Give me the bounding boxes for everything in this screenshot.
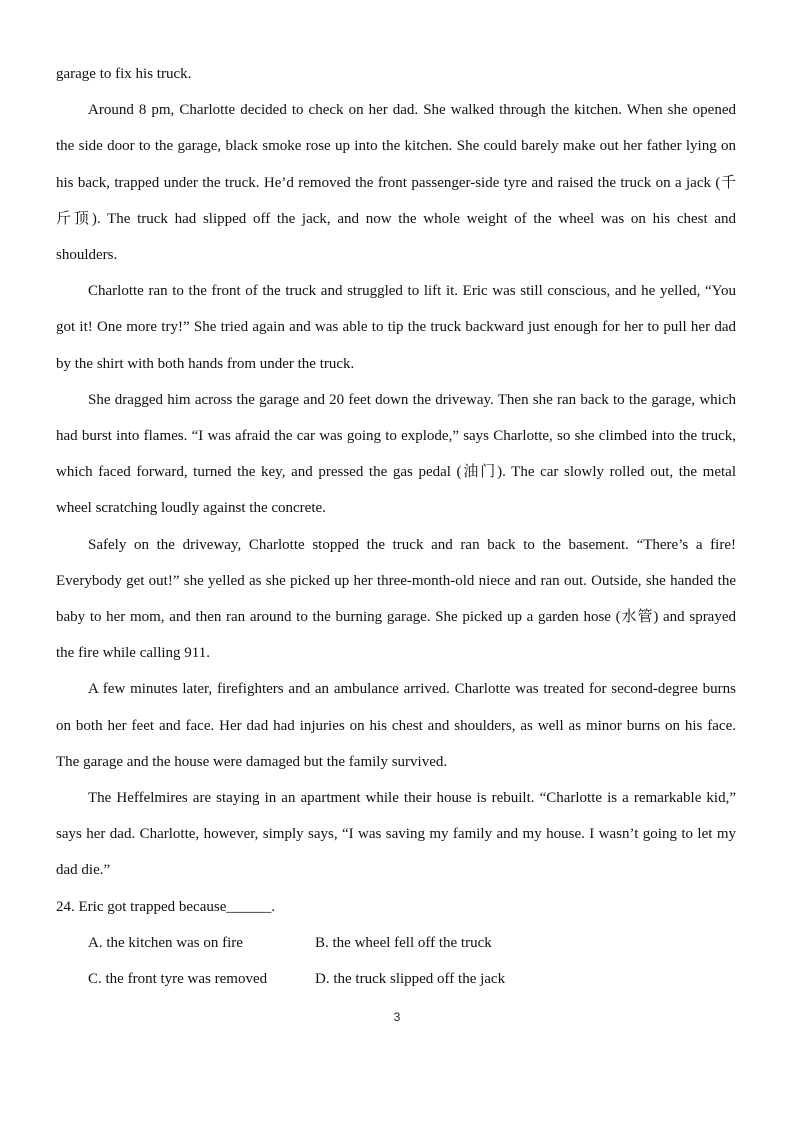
passage-paragraph-4: Safely on the driveway, Charlotte stopped the truck and ran back to the basement. “There’s a fire! Everybody get out!” she yelled as she picked up her three-month-old niece and ran out. Outside, she handed the baby to her mom, and then ran around to the burning garage. She picked up a garden hose (水管) and sprayed the fire while calling 911. [56, 536, 736, 662]
option-a: A. the kitchen was on fire [88, 934, 243, 951]
document-page [56, 56, 736, 997]
option-d: D. the truck slipped off the jack [315, 971, 506, 988]
passage-paragraph-5: A few minutes later, firefighters and an ambulance arrived. Charlotte was treated for second-degree burns on both her feet and face. Her dad had injuries on his chest and shoulders, as well as minor burns on his face. The garage and the house were damaged but the family survived. [56, 681, 736, 770]
options-row-1 [88, 925, 736, 961]
answer-options [56, 925, 736, 997]
question-stem: 24. Eric got trapped because______. [56, 898, 276, 915]
option-b: B. the wheel fell off the truck [315, 934, 492, 951]
passage-paragraph-3: She dragged him across the garage and 20 feet down the driveway. Then she ran back to the garage, which had burst into flames. “I was afraid the car was going to explode,” says Charlotte, so she climbed into the truck, which faced forward, turned the key, and pressed the gas pedal (油门). The car slowly rolled out, the metal wheel scratching loudly against the concrete. [56, 391, 736, 517]
option-c: C. the front tyre was removed [88, 971, 268, 988]
passage-paragraph-6: The Heffelmires are staying in an apartment while their house is rebuilt. “Charlotte is a remarkable kid,” says her dad. Charlotte, however, simply says, “I was saving my family and my house. I wasn’t going to let my dad die.” [56, 790, 736, 879]
options-row-2 [88, 961, 736, 997]
passage-lead-line: garage to fix his truck. [56, 66, 192, 82]
passage-paragraph-2: Charlotte ran to the front of the truck and struggled to lift it. Eric was still conscious, and he yelled, “You got it! One more try!” She tried again and was able to tip the truck backward just enough for her to pull her dad by the shirt with both hands from under the truck. [56, 283, 736, 372]
page-number: 3 [393, 1010, 401, 1024]
passage-paragraph-1: Around 8 pm, Charlotte decided to check on her dad. She walked through the kitchen. When she opened the side door to the garage, black smoke rose up into the kitchen. She could barely make out her father lying on his back, trapped under the truck. He’d removed the front passenger-side tyre and raised the truck on a jack (千斤顶). The truck had slipped off the jack, and now the whole weight of the wheel was on his chest and shoulders. [56, 102, 736, 264]
